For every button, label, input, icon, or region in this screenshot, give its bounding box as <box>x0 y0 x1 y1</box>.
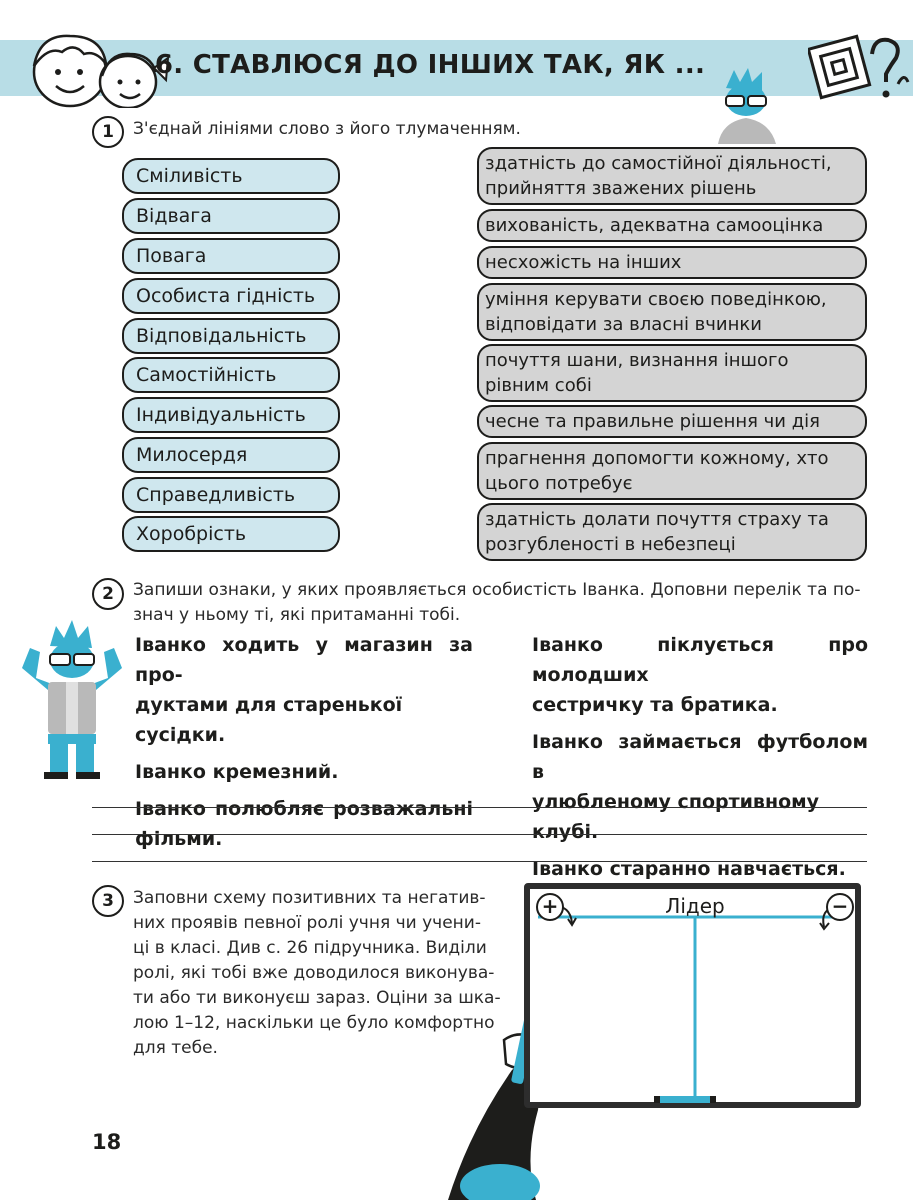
task-3-number: 3 <box>92 885 124 917</box>
trait-line: фільми. <box>135 828 223 850</box>
answer-line[interactable] <box>92 807 867 808</box>
page-title: 6. СТАВЛЮСЯ ДО ІНШИХ ТАК, ЯК ... <box>154 50 706 80</box>
definition-line: здатність до самостійної діяльності, <box>485 153 832 174</box>
trait-line: дуктами для старенької сусідки. <box>135 694 403 746</box>
task-2-left-column <box>135 630 473 854</box>
word-box[interactable]: Хоробрість <box>122 516 340 552</box>
trait-line: Іванко старанно навчається. <box>532 858 846 880</box>
definition-box[interactable] <box>477 147 867 205</box>
task-1-number: 1 <box>92 116 124 148</box>
definition-line: чесне та правильне рішення чи дія <box>485 411 821 432</box>
word-box[interactable]: Відповідальність <box>122 318 340 354</box>
kids-illustration <box>10 28 170 108</box>
boy-peeking-illustration <box>712 66 782 144</box>
boy-flexing-illustration <box>16 618 126 780</box>
trait-line: Іванко займається футболом в <box>532 731 868 783</box>
instruction-line: них проявів певної ролі учня чи учени- <box>133 913 481 933</box>
trait-line: Іванко піклується про молодших <box>532 634 868 686</box>
task-2-number: 2 <box>92 578 124 610</box>
plus-icon: + <box>536 893 564 921</box>
page-number: 18 <box>92 1130 122 1154</box>
word-box[interactable]: Сміливість <box>122 158 340 194</box>
word-box[interactable]: Особиста гідність <box>122 278 340 314</box>
word-box[interactable]: Милосердя <box>122 437 340 473</box>
instruction-line: ти або ти виконуєш зараз. Оціни за шка- <box>133 988 501 1008</box>
task-2-instruction <box>133 578 873 628</box>
definition-line: прагнення допомогти кожному, хто <box>485 448 829 469</box>
trait-line: Іванко кремезний. <box>135 761 339 783</box>
instruction-line: Запиши ознаки, у яких проявляється особистість Іванка. Доповни перелік та по- <box>133 580 861 600</box>
definition-box[interactable] <box>477 209 867 242</box>
instruction-line: ці в класі. Див с. 26 підручника. Виділи <box>133 938 487 958</box>
definition-box[interactable] <box>477 283 867 341</box>
trait-line: Іванко ходить у магазин за про- <box>135 634 473 686</box>
definition-box[interactable] <box>477 344 867 402</box>
definition-line: здатність долати почуття страху та <box>485 509 829 530</box>
word-box[interactable]: Індивідуальність <box>122 397 340 433</box>
word-box[interactable]: Справедливість <box>122 477 340 513</box>
definition-line: уміння керувати своєю поведінкою, <box>485 289 827 310</box>
answer-line[interactable] <box>92 861 867 862</box>
definition-line: почуття шани, визнання іншого <box>485 350 789 371</box>
definition-line: несхожість на інших <box>485 252 682 273</box>
word-box[interactable]: Повага <box>122 238 340 274</box>
maze-question-icon <box>808 32 912 110</box>
board-title: Лідер <box>665 894 725 918</box>
instruction-line: для тебе. <box>133 1038 218 1058</box>
instruction-line: Заповни схему позитивних та негатив- <box>133 888 486 908</box>
definition-box[interactable] <box>477 442 867 500</box>
instruction-line: знач у ньому ті, які притаманні тобі. <box>133 605 461 625</box>
definition-box[interactable] <box>477 503 867 561</box>
answer-line[interactable] <box>92 834 867 835</box>
definition-line: відповідати за власні вчинки <box>485 314 762 335</box>
definition-line: розгубленості в небезпеці <box>485 534 736 555</box>
definition-line: вихованість, адекватна самооцінка <box>485 215 824 236</box>
task-2-right-column <box>532 630 868 884</box>
minus-icon: − <box>826 893 854 921</box>
trait-line: сестричку та братика. <box>532 694 778 716</box>
definition-box[interactable] <box>477 246 867 279</box>
instruction-line: лою 1–12, наскільки це було комфортно <box>133 1013 495 1033</box>
definition-box[interactable] <box>477 405 867 438</box>
definition-line: прийняття зважених рішень <box>485 178 757 199</box>
instruction-line: ролі, які тобі вже доводилося виконува- <box>133 963 495 983</box>
definition-line: цього потребує <box>485 473 633 494</box>
trait-line: улюбленому спортивному клубі. <box>532 791 820 843</box>
word-box[interactable]: Самостійність <box>122 357 340 393</box>
task-1-instruction: З'єднай лініями слово з його тлумаченням. <box>133 119 521 139</box>
definition-line: рівним собі <box>485 375 592 396</box>
trait-line: Іванко полюбляє розважальні <box>135 798 473 820</box>
word-box[interactable]: Відвага <box>122 198 340 234</box>
